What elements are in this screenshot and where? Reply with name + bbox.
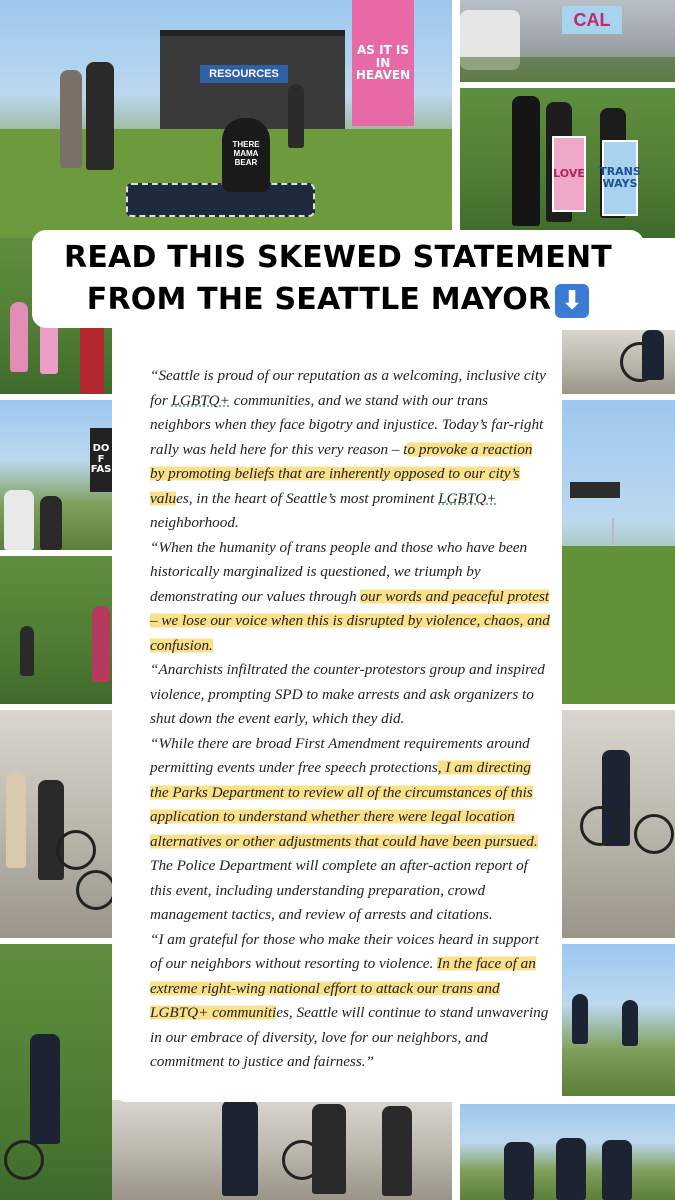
protest-sign: TRANS WAYS xyxy=(602,140,638,216)
person xyxy=(92,606,110,682)
photo-protesters xyxy=(460,88,675,238)
photo-bottom-clash xyxy=(112,1100,452,1200)
person xyxy=(38,780,64,880)
statement-paragraph-1 xyxy=(150,364,550,536)
person xyxy=(4,490,34,550)
statement-card xyxy=(114,348,560,1102)
text-run: LGBTQ+ xyxy=(438,489,497,507)
text-run: es, Seattle will continue to stand unwavering in our embrace of diversity, love for our neighbors, and commitment to justice and fairness.” xyxy=(150,1004,549,1070)
person xyxy=(80,318,104,394)
officer xyxy=(504,1142,534,1200)
photo-sign-fas xyxy=(0,400,112,550)
blanket xyxy=(126,183,315,217)
text-run: neighborhood. xyxy=(150,514,239,531)
bicycle-wheel xyxy=(4,1140,44,1180)
standing-person xyxy=(60,70,82,168)
photo-rally-stage xyxy=(0,0,452,238)
officer xyxy=(222,1100,258,1196)
person xyxy=(312,1104,346,1194)
highlighted-text: , I am directing the Parks Department to review all of the circumstances of this application to understand whether there were legal location alternatives or other adjustments that could have been pursued. xyxy=(150,759,538,850)
bicycle-wheel xyxy=(56,830,96,870)
bicycle-wheel xyxy=(580,806,620,846)
text-run: The Police Department will complete an after-action report of this event, including understanding preparation, crowd management tactics, and review of arrests and citations. xyxy=(150,857,528,923)
sign-cal: CAL xyxy=(562,6,622,34)
person xyxy=(382,1106,412,1196)
standing-person xyxy=(86,62,114,170)
person xyxy=(6,772,26,868)
shirt-text: THERE MAMA BEAR xyxy=(232,140,260,167)
officer xyxy=(602,1140,632,1200)
statement-paragraph-3: “Anarchists infiltrated the counter-protestors group and inspired violence, prompting SPD to make arrests and ask organizers to shut down the event early, which they did. xyxy=(150,661,545,727)
photo-arrest-1 xyxy=(562,710,675,938)
protest-sign: LOVE xyxy=(552,136,586,212)
highlighted-text: our words and peaceful protest – we lose our voice when this is disrupted by violence, chaos, and confusion. xyxy=(150,587,550,654)
photo-truck xyxy=(460,0,675,82)
statement-paragraph-2 xyxy=(150,536,550,659)
headline-line-1: READ THIS SKEWED STATEMENT xyxy=(64,240,612,275)
photo-park-crowd xyxy=(0,556,112,704)
stage-banner: RESOURCES xyxy=(200,65,288,83)
person xyxy=(20,626,34,676)
person xyxy=(10,302,28,372)
highlighted-text: o provoke a reaction by promoting beliefs that are inherently opposed to our city’s valu xyxy=(150,440,533,507)
bicycle-wheel xyxy=(634,814,674,854)
officer xyxy=(556,1138,586,1200)
text-run: “While there are broad First Amendment requirements around permitting events under free speech protections xyxy=(150,734,530,776)
person xyxy=(40,496,62,550)
officer xyxy=(622,1000,638,1046)
text-run: “I am grateful for those who make their voices heard in support of our neighbors without resorting to violence. xyxy=(150,930,539,972)
photo-bottom-police xyxy=(460,1104,675,1200)
photo-police-bikes xyxy=(562,330,675,394)
headline-line-2-text: FROM THE SEATTLE MAYOR xyxy=(86,282,552,317)
sign-fas: DO F FAS xyxy=(90,428,112,492)
photo-clash-1 xyxy=(0,710,112,938)
text-run: “Seattle is proud of our reputation as a welcoming, inclusive city for xyxy=(150,367,546,409)
photo-dusty-field xyxy=(562,944,675,1096)
pink-banner: AS IT IS IN HEAVEN xyxy=(352,0,414,126)
officer xyxy=(572,994,588,1044)
officer xyxy=(642,330,664,380)
text-run: “When the humanity of trans people and those who have been historically marginalized is questioned, we triumph by demonstrating our values through xyxy=(150,538,528,605)
officer xyxy=(30,1034,60,1144)
photo-clash-2 xyxy=(0,944,112,1200)
text-run: communities, and we stand with our trans neighbors when they face bigotry and injustice. Today’s far-right rally was held here for this very reason – t xyxy=(150,391,544,458)
statement-paragraph-4 xyxy=(150,732,550,928)
headline-box xyxy=(32,230,644,328)
photo-park-fence xyxy=(562,400,675,704)
statement-paragraph-5 xyxy=(150,928,550,1075)
text-run: LGBTQ+ xyxy=(171,391,230,409)
headline-line-2 xyxy=(87,279,589,321)
lawn xyxy=(562,546,675,704)
lawn xyxy=(460,57,675,82)
standing-person xyxy=(288,84,304,148)
protester xyxy=(512,96,540,226)
tent xyxy=(570,482,620,498)
text-run: es, in the heart of Seattle’s most prominent xyxy=(176,489,439,507)
bicycle-wheel xyxy=(76,870,112,910)
highlighted-text: In the face of an extreme right-wing national effort to attack our trans and LGBTQ+ communiti xyxy=(150,955,536,1021)
down-arrow-icon: ⬇ xyxy=(555,284,589,318)
